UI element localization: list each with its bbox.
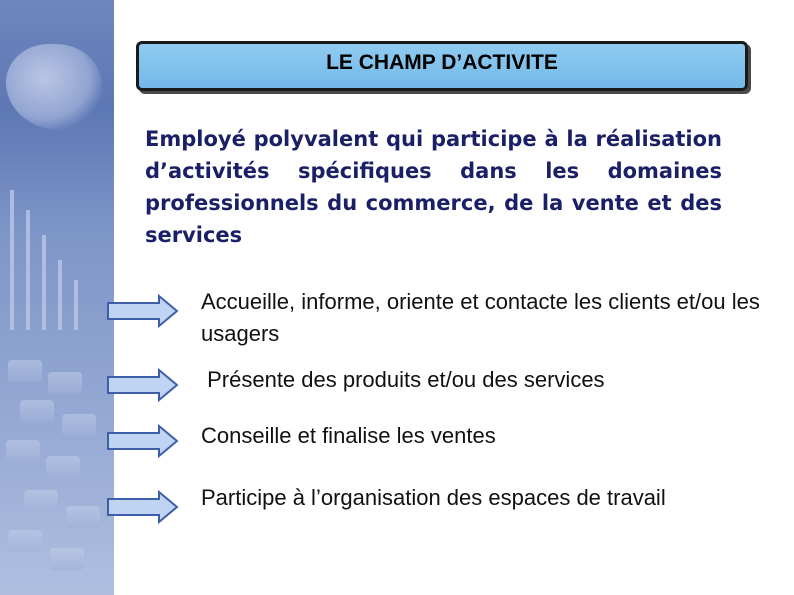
right-arrow-icon [107,294,179,328]
hand-image [6,44,102,130]
right-arrow-icon [107,490,179,524]
right-arrow-icon [107,424,179,458]
intro-paragraph: Employé polyvalent qui participe à la réalisation d’activités spécifiques dans les domaines professionnels du commerce, de la vente et des services [145,127,722,247]
title-box [136,41,748,91]
side-decorative-photo [0,0,114,595]
item-text: Conseille et finalise les ventes [201,423,496,448]
item-text: Accueille, informe, oriente et contacte les clients et/ou les usagers [201,289,760,346]
item-text: Participe à l’organisation des espaces de travail [201,485,666,510]
chart-bars-image [6,180,106,330]
right-arrow-icon [107,368,179,402]
item-text: Présente des produits et/ou des services [201,367,605,392]
page-title: LE CHAMP D’ACTIVITE [326,51,558,74]
